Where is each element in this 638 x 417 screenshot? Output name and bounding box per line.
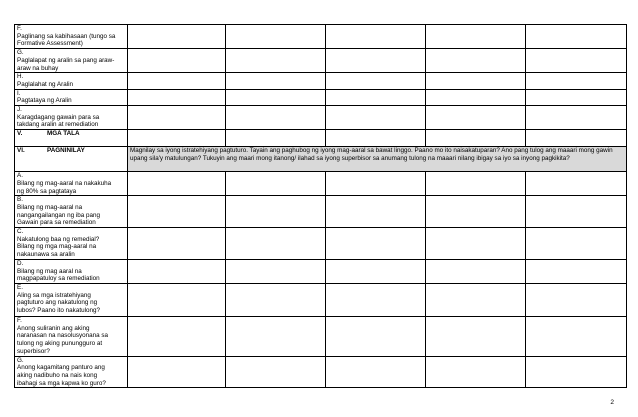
section-vi-roman: VI. (17, 147, 25, 155)
empty-cell (326, 89, 426, 105)
row-label (15, 89, 128, 105)
cell (426, 130, 526, 147)
empty-cell (326, 196, 426, 228)
table-row (15, 89, 627, 105)
row-label (15, 25, 128, 49)
table-body-top (15, 25, 627, 130)
dll-table (14, 24, 627, 388)
empty-cell (128, 196, 226, 228)
empty-cell (426, 106, 526, 130)
table-body-bottom (15, 172, 627, 388)
empty-cell (426, 73, 526, 89)
empty-cell (526, 228, 627, 260)
empty-cell (128, 228, 226, 260)
empty-cell (226, 283, 326, 316)
empty-cell (326, 259, 426, 283)
empty-cell (326, 356, 426, 388)
section-vi-row (15, 147, 627, 172)
empty-cell (128, 172, 226, 196)
row-label (15, 356, 128, 388)
empty-cell (226, 259, 326, 283)
empty-cell (128, 49, 226, 73)
empty-cell (526, 356, 627, 388)
row-letter: F. (17, 25, 22, 32)
empty-cell (426, 259, 526, 283)
row-label (15, 228, 128, 260)
row-letter: G. (17, 49, 24, 57)
table-row (15, 356, 627, 388)
row-letter: E. (17, 283, 23, 291)
row-label (15, 283, 128, 316)
row-text: Bilang ng mag-aaral na nangangailangan ng iba pang Gawain para sa remediation (17, 203, 100, 227)
table-row (15, 283, 627, 316)
empty-cell (526, 316, 627, 356)
empty-cell (226, 316, 326, 356)
table-row (15, 228, 627, 260)
empty-cell (426, 196, 526, 228)
empty-cell (426, 49, 526, 73)
section-v-roman: V. (17, 130, 23, 138)
empty-cell (526, 106, 627, 130)
empty-cell (526, 49, 627, 73)
table-row (15, 316, 627, 356)
empty-cell (128, 316, 226, 356)
empty-cell (426, 25, 526, 49)
table-row (15, 196, 627, 228)
empty-cell (226, 196, 326, 228)
empty-cell (226, 73, 326, 89)
row-text: Pagtataya ng Aralin (17, 97, 72, 105)
empty-cell (326, 172, 426, 196)
empty-cell (326, 25, 426, 49)
row-label (15, 172, 128, 196)
empty-cell (128, 259, 226, 283)
section-v-label (15, 130, 128, 147)
row-text: Bilang ng mag aaral na magpapatuloy sa remediation (17, 267, 100, 283)
row-letter: D. (17, 259, 24, 267)
row-text: Karagdagang gawain para sa takdang aralin at remediation (17, 113, 100, 129)
empty-cell (426, 356, 526, 388)
row-letter: C. (17, 228, 24, 236)
cell (526, 130, 627, 147)
empty-cell (526, 259, 627, 283)
empty-cell (226, 228, 326, 260)
empty-cell (526, 172, 627, 196)
section-header-rows (15, 130, 627, 172)
empty-cell (226, 356, 326, 388)
row-text: Aling sa mga istratehiyang pagtuturo ang nakatulong ng lubos? Paano ito nakatulong? (17, 291, 100, 315)
empty-cell (426, 89, 526, 105)
section-v-row (15, 130, 627, 147)
empty-cell (128, 106, 226, 130)
row-label (15, 316, 128, 356)
page-number: 2 (610, 399, 614, 406)
row-letter: G. (17, 356, 24, 364)
section-vi-title: PAGNINILAY (47, 147, 85, 155)
table-row (15, 25, 627, 49)
row-letter: H. (17, 73, 24, 81)
table-row (15, 73, 627, 89)
row-text: Paglalapat ng aralin sa pang araw-araw na buhay (17, 56, 115, 72)
cell (326, 130, 426, 147)
section-vi-label (15, 147, 128, 172)
row-label (15, 196, 128, 228)
empty-cell (128, 89, 226, 105)
empty-cell (326, 106, 426, 130)
row-text: Anong kagamitang panturo ang aking nadibuho na nais kong ibahagi sa mga kapwa ko guro? (17, 364, 106, 387)
empty-cell (326, 316, 426, 356)
empty-cell (526, 89, 627, 105)
table-row (15, 106, 627, 130)
empty-cell (326, 73, 426, 89)
row-text: Bilang ng mag-aaral na nakakuha ng 80% sa pagtataya (17, 179, 112, 195)
cell (128, 130, 226, 147)
row-letter: F. (17, 316, 22, 324)
cell (226, 130, 326, 147)
empty-cell (226, 172, 326, 196)
empty-cell (128, 73, 226, 89)
empty-cell (326, 283, 426, 316)
row-label (15, 73, 128, 89)
table-row (15, 49, 627, 73)
table-row (15, 259, 627, 283)
empty-cell (226, 49, 326, 73)
row-text: Paglinang sa kabihasaan (tungo sa Formative Assessment) (17, 32, 116, 48)
row-letter: I. (17, 89, 21, 97)
table-row (15, 172, 627, 196)
row-label (15, 49, 128, 73)
empty-cell (526, 283, 627, 316)
row-text: Paglalahat ng Aralin (17, 80, 74, 88)
empty-cell (128, 283, 226, 316)
empty-cell (426, 228, 526, 260)
row-text: Nakatulong baa ng remedial? Bilang ng mga mag-aaral na nakaunawa sa aralin (17, 235, 100, 259)
section-v-title: MGA TALA (47, 130, 80, 138)
empty-cell (526, 25, 627, 49)
empty-cell (226, 89, 326, 105)
empty-cell (128, 356, 226, 388)
section-vi-instructions: Magnilay sa iyong istratehiyang pagtuturo. Tayain ang paghubog ng iyong mag-aaral sa bawat linggo. Paano mo ito naisakatuparan? Ano pang tulog ang maaari mong gawin upang sila'y matulungan? Tukuyin ang maari mong itanong/ ilahad sa iyong superbisor sa anumang tulong na maaari nilang ibigay sa iyo sa inyong pagkikita? (128, 147, 627, 172)
empty-cell (226, 25, 326, 49)
empty-cell (426, 283, 526, 316)
empty-cell (426, 316, 526, 356)
row-letter: J. (17, 106, 22, 114)
row-letter: A. (17, 172, 23, 180)
empty-cell (326, 228, 426, 260)
row-text: Anong suliranin ang aking naranasan na nasolusyonana sa tulong ng aking punungguro at superbisor? (17, 324, 109, 355)
empty-cell (526, 196, 627, 228)
empty-cell (426, 172, 526, 196)
empty-cell (526, 73, 627, 89)
empty-cell (226, 106, 326, 130)
empty-cell (128, 25, 226, 49)
row-letter: B. (17, 196, 23, 204)
row-label (15, 259, 128, 283)
row-label (15, 106, 128, 130)
empty-cell (326, 49, 426, 73)
